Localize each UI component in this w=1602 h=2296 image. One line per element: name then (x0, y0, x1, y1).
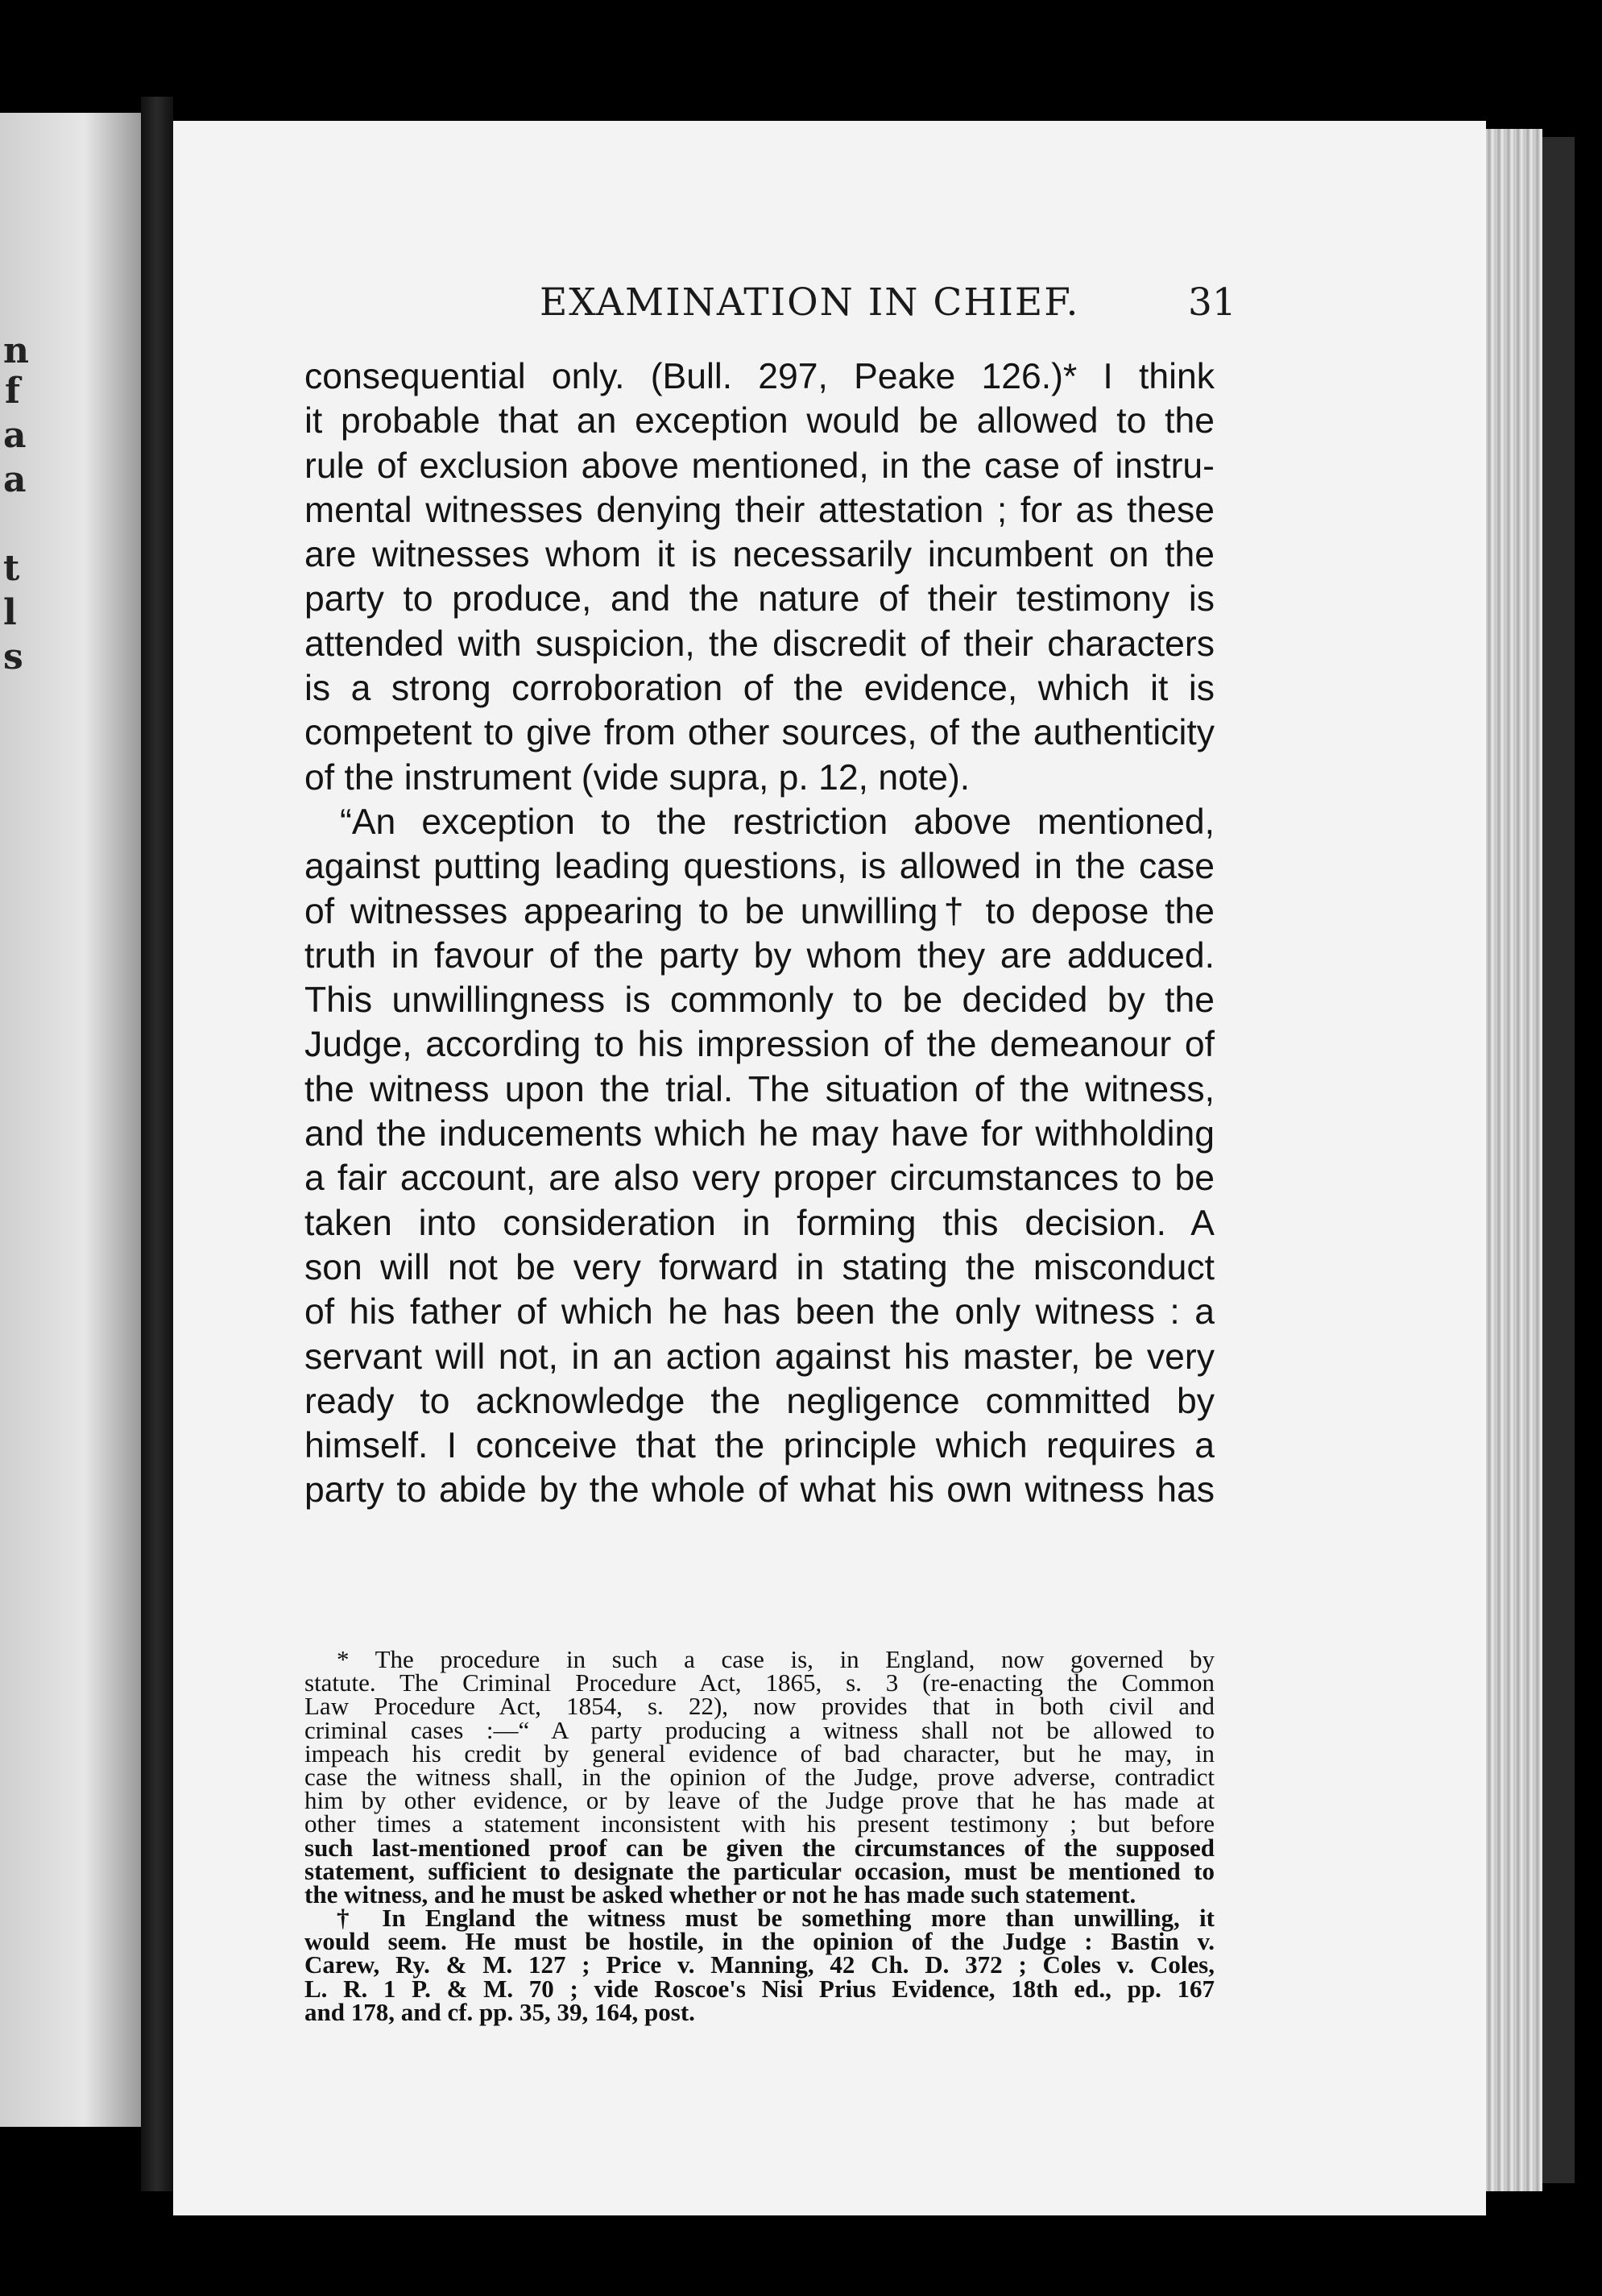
body-line: “An exception to the restriction above mentioned, (340, 802, 1215, 842)
body-line: rule of exclusion above mentioned, in the case of instru- (304, 446, 1215, 486)
footnote-line: statement, sufficient to designate the particular occasion, must be mentioned to (304, 1856, 1215, 1885)
footnote-line: impeach his credit by general evidence of bad character, but he may, in (304, 1739, 1215, 1768)
body-line: attended with suspicion, the discredit of their characters (304, 624, 1215, 664)
facing-page-fragment: f (5, 371, 20, 412)
body-line: against putting leading questions, is allowed in the case (304, 847, 1215, 887)
body-line: of his father of which he has been the only witness : a (304, 1292, 1215, 1332)
body-line: servant will not, in an action against his master, be very (304, 1337, 1215, 1377)
body-line: party to produce, and the nature of their testimony is (304, 579, 1215, 620)
body-line: truth in favour of the party by whom they are adduced. (304, 935, 1215, 976)
body-line: mental witnesses denying their attestation ; for as these (304, 490, 1215, 530)
body-line: of witnesses appearing to be unwilling† to depose the (304, 891, 1215, 931)
body-line: and the inducements which he may have for withholding (304, 1114, 1215, 1154)
footnote-line: criminal cases :—“ A party producing a witness shall not be allowed to (304, 1715, 1215, 1744)
body-line: is a strong corroboration of the evidence, which it is (304, 669, 1215, 709)
book-gutter (141, 97, 173, 2191)
footnotes (304, 1647, 1215, 2024)
page-block-edge (1486, 129, 1542, 2191)
footnote-line: the witness, and he must be asked whether or not he has made such statement. (304, 1879, 1136, 1908)
body-line: Judge, according to his impression of the demeanour of (304, 1025, 1215, 1065)
body-line: taken into consideration in forming this decision. A (304, 1203, 1215, 1243)
footnote-line: † In England the witness must be something more than unwilling, it (337, 1904, 1215, 1933)
body-line: himself. I conceive that the principle which requires a (304, 1426, 1215, 1466)
footnote-line: other times a statement inconsistent with his present testimony ; but before (304, 1809, 1215, 1838)
body-line: son will not be very forward in stating the misconduct (304, 1247, 1215, 1287)
body-line: competent to give from other sources, of the authenticity (304, 713, 1215, 753)
footnote-line: him by other evidence, or by leave of the Judge prove that he has made at (304, 1786, 1215, 1815)
footnote-line: would seem. He must be hostile, in the opinion of the Judge : Bastin v. (304, 1927, 1215, 1956)
body-line: ready to acknowledge the negligence committed by (304, 1381, 1215, 1421)
body-line: the witness upon the trial. The situation of the witness, (304, 1069, 1215, 1109)
body-line: it probable that an exception would be allowed to the (304, 401, 1215, 441)
facing-page-fragment: a (3, 459, 27, 500)
facing-page-edge (0, 113, 141, 2127)
book-cover-edge (1542, 137, 1575, 2183)
body-line: a fair account, are also very proper circumstances to be (304, 1158, 1215, 1199)
footnote-line: L. R. 1 P. & M. 70 ; vide Roscoe's Nisi Prius Evidence, 18th ed., pp. 167 (304, 1974, 1215, 2003)
body-text (304, 354, 1215, 1513)
body-line: are witnesses whom it is necessarily incumbent on the (304, 535, 1215, 575)
facing-page-fragment: t (3, 548, 20, 589)
book-page (173, 121, 1486, 2215)
facing-page-fragment: a (3, 415, 27, 456)
footnote-line: and 178, and cf. pp. 35, 39, 164, post. (304, 1997, 695, 2026)
footnote-line: such last-mentioned proof can be given the circumstances of the supposed (304, 1833, 1215, 1862)
facing-page-fragment: s (3, 636, 23, 678)
footnote-line: statute. The Criminal Procedure Act, 1865, s. 3 (re-enacting the Common (304, 1668, 1215, 1697)
facing-page-fragment: l (3, 592, 17, 633)
body-line: consequential only. (Bull. 297, Peake 126.)* I think (304, 357, 1215, 396)
footnote-line: * The procedure in such a case is, in England, now governed by (337, 1645, 1215, 1673)
facing-page-fragment: n (3, 330, 29, 371)
footnote-line: Law Procedure Act, 1854, s. 22), now provides that in both civil and (304, 1692, 1215, 1721)
footnote-line: case the witness shall, in the opinion of the Judge, prove adverse, contradict (304, 1762, 1215, 1791)
body-line: party to abide by the whole of what his own witness has (304, 1470, 1215, 1511)
footnote-line: Carew, Ry. & M. 127 ; Price v. Manning, 42 Ch. D. 372 ; Coles v. Coles, (304, 1950, 1215, 1979)
body-line: of the instrument (vide supra, p. 12, note). (304, 757, 971, 798)
page-header (173, 280, 1486, 345)
page-number: 31 (1188, 280, 1236, 325)
running-head: EXAMINATION IN CHIEF. (540, 280, 1080, 325)
body-line: This unwillingness is commonly to be decided by the (304, 980, 1215, 1021)
